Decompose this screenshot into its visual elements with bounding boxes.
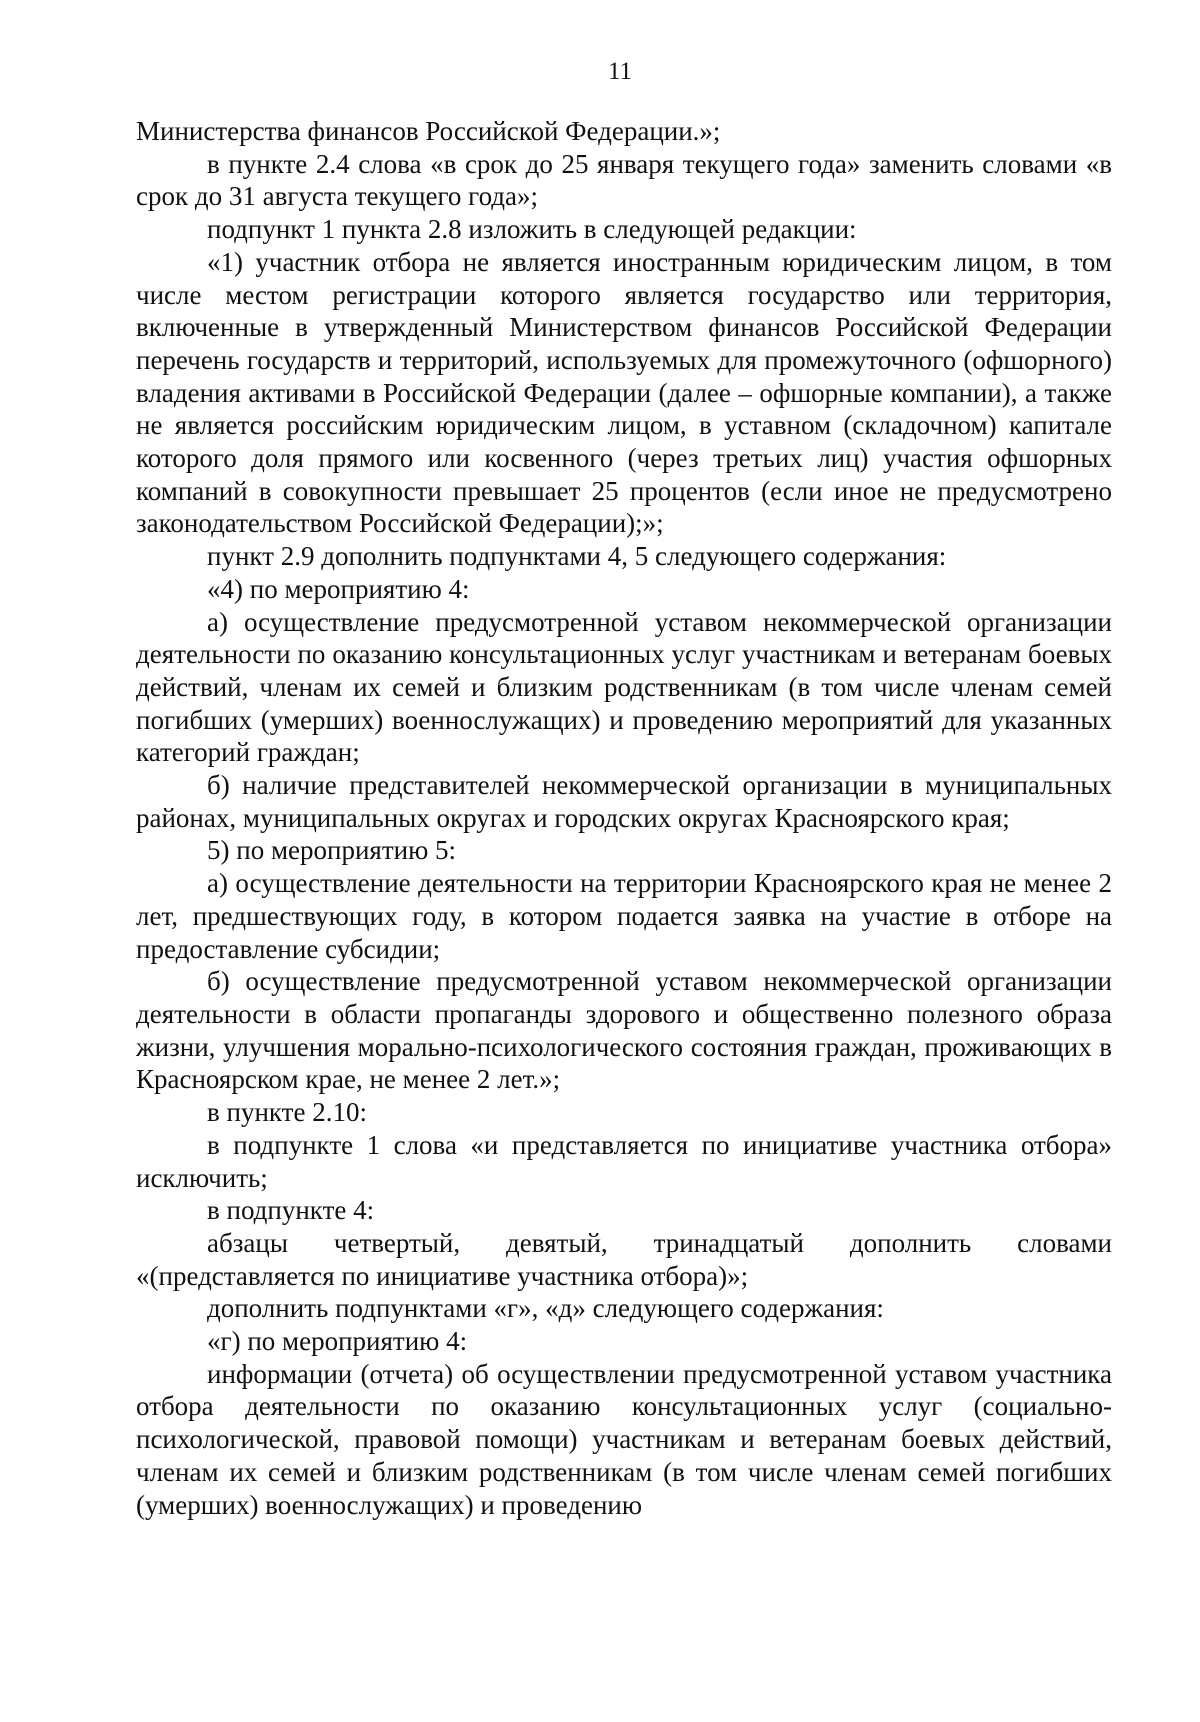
paragraph: дополнить подпунктами «г», «д» следующего содержания:	[207, 1293, 884, 1324]
paragraph: 5) по мероприятию 5:	[207, 835, 456, 866]
paragraph: «4) по мероприятию 4:	[207, 573, 470, 604]
paragraph: а) осуществление предусмотренной уставом некоммерческой организации деятельности по оказанию консультационных услуг участникам и ветеранам боевых действий, членам их семей и близким родственникам (в том числе членам семей погибших (умерших) военнослужащих) и проведению мероприятий для указанных категорий граждан;	[136, 606, 1112, 768]
paragraph: в пункте 2.10:	[207, 1097, 367, 1128]
paragraph: в пункте 2.4 слова «в срок до 25 января текущего года» заменить словами «в срок до 31 августа текущего года»;	[136, 148, 1112, 212]
paragraph: «г) по мероприятию 4:	[207, 1326, 468, 1357]
document-body	[136, 115, 1112, 1521]
paragraph: б) наличие представителей некоммерческой организации в муниципальных районах, муниципальных округах и городских округах Красноярского края;	[136, 770, 1112, 833]
paragraph: в подпункте 1 слова «и представляется по инициативе участника отбора» исключить;	[136, 1129, 1112, 1193]
paragraph: абзацы четвертый, девятый, тринадцатый дополнить словами «(представляется по инициативе участника отбора)»;	[136, 1227, 1112, 1291]
paragraph: а) осуществление деятельности на территории Красноярского края не менее 2 лет, предшествующих году, в котором подается заявка на участие в отборе на предоставление субсидии;	[136, 868, 1112, 964]
paragraph: в подпункте 4:	[207, 1195, 375, 1226]
paragraph: информации (отчета) об осуществлении предусмотренной уставом участника отбора деятельности по оказанию консультационных услуг (социально-психологической, правовой помощи) участникам и ветеранам боевых действий, членам их семей и близким родственникам (в том числе членам семей погибших (умерших) военнослужащих) и проведению	[136, 1358, 1112, 1520]
paragraph: Министерства финансов Российской Федерации.»;	[136, 116, 721, 146]
paragraph: подпункт 1 пункта 2.8 изложить в следующей редакции:	[207, 214, 857, 245]
paragraph: б) осуществление предусмотренной уставом некоммерческой организации деятельности в области пропаганды здорового и общественно полезного образа жизни, улучшения морально-психологического состояния граждан, проживающих в Красноярском крае, не менее 2 лет.»;	[136, 966, 1112, 1095]
page-number: 11	[607, 58, 633, 85]
paragraph: «1) участник отбора не является иностранным юридическим лицом, в том числе местом регистрации которого является государство или территория, включенные в утвержденный Министерством финансов Российской Федерации перечень государств и территорий, используемых для промежуточного (офшорного) владения активами в Российской Федерации (далее – офшорные компании), а также не является российским юридическим лицом, в уставном (складочном) капитале которого доля прямого или косвенного (через третьих лиц) участия офшорных компаний в совокупности превышает 25 процентов (если иное не предусмотрено законодательством Российской Федерации);»;	[136, 246, 1112, 539]
paragraph: пункт 2.9 дополнить подпунктами 4, 5 следующего содержания:	[207, 541, 947, 572]
